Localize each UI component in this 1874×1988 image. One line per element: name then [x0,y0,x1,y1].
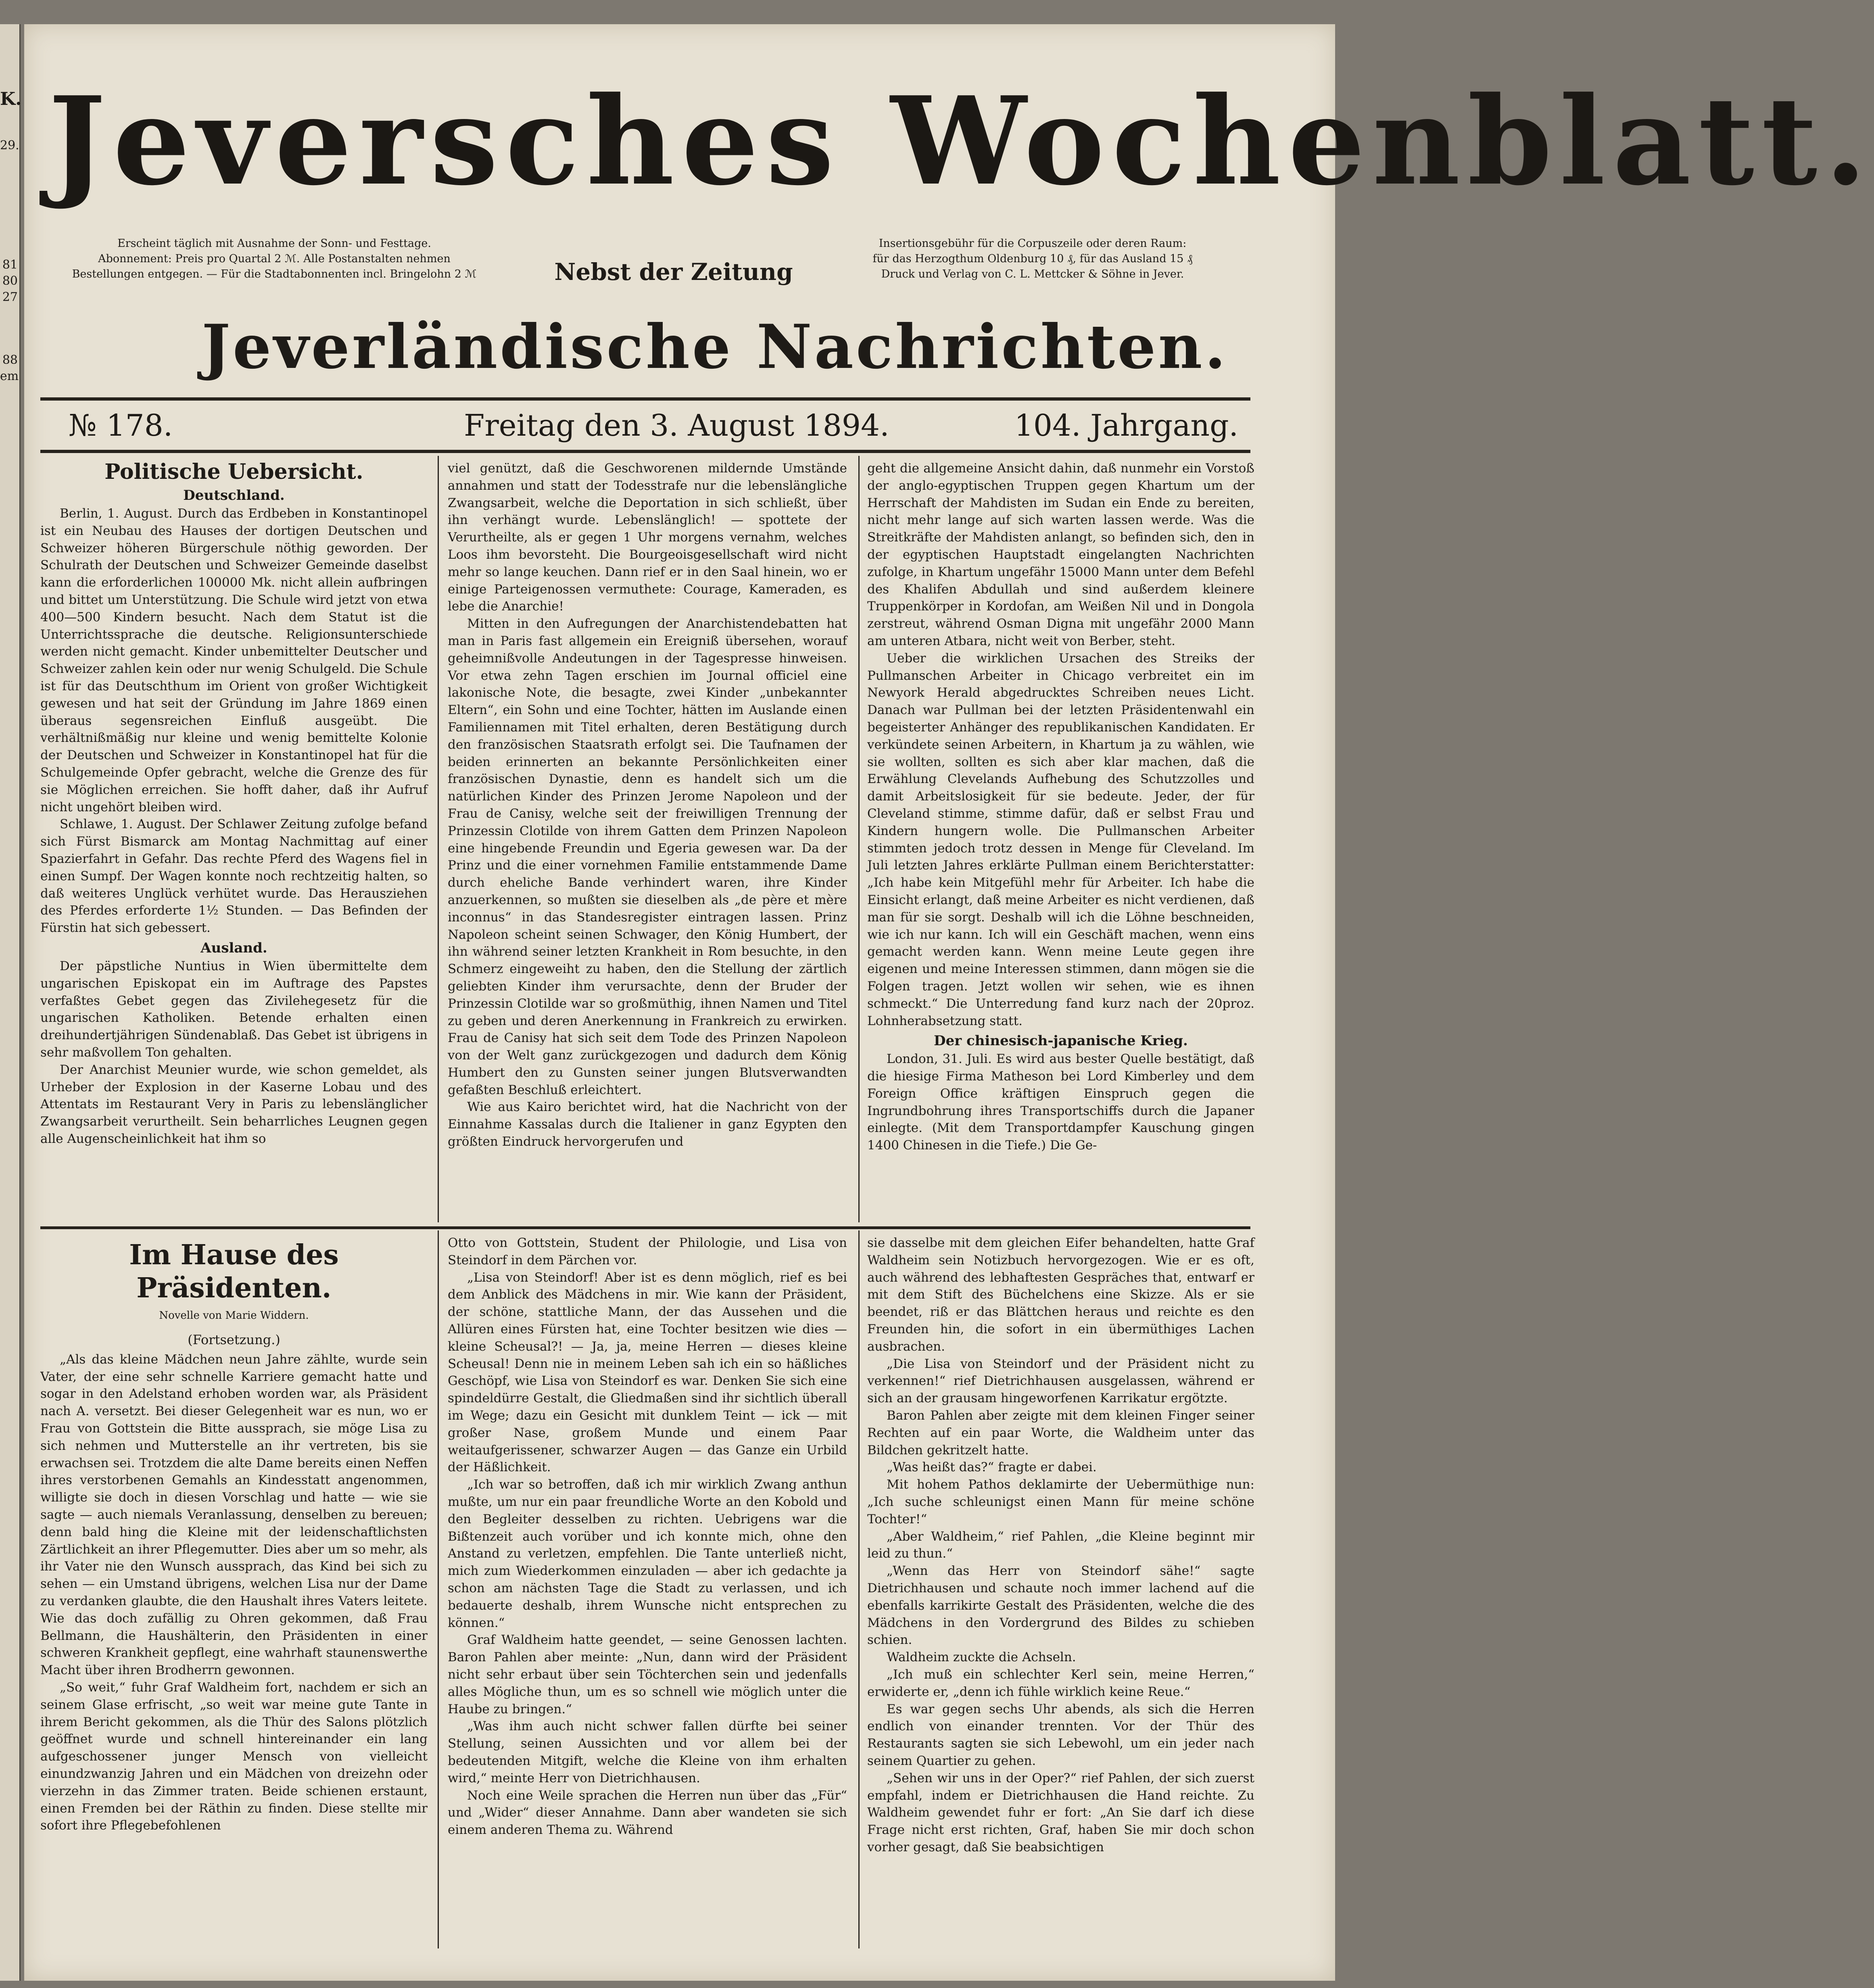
novel-paragraph: „Was heißt das?“ fragte er dabei. [887,1460,1097,1475]
article-paragraph: Berlin, 1. August. Durch das Erdbeben in Konstantinopel ist ein Neubau des Hauses der dortigen Deutschen und Schweizer höheren Bürgerschule nöthig geworden. Der Schulrath der Deutschen und Schweizer Gemeinde daselbst kann die erforderlichen 100000 Mk. nicht allein aufbringen und bittet um Unterstützung. Die Schule wird jetzt von etwa 400—500 Kindern besucht. Nach dem Statut ist die Unterrichtssprache die deutsche. Religionsunterschiede werden nicht gemacht. Kinder unbemittelter Deutscher und Schweizer zahlen kein oder nur wenig Schulgeld. Die Schule ist für das Deutschthum im Orient von großer Wichtigkeit gewesen und hat seit der Gründung im Jahre 1869 einen überaus segensreichen Einfluß ausgeübt. Die verhältnißmäßig nur kleine und wenig bemittelte Kolonie der Deutschen und Schweizer in Konstantinopel hat für die Schulgemeinde Opfer gebracht, welche die Grenze des für sie Möglichen erreichen. Sie hofft daher, daß ihr Aufruf nicht ungehört bleiben wird. [40,506,428,814]
section-heading: Politische Uebersicht. [104,459,363,484]
column-divider [858,456,860,1222]
novel-paragraph: Noch eine Weile sprachen die Herren nun über das „Für“ und „Wider“ dieser Annahme. Dann aber wandeten sie sich einem anderen Thema zu. Während [448,1788,847,1838]
masthead-title: Jeversches Wochenblatt. [48,70,1874,212]
edge-fragment: K. [0,89,22,109]
edge-fragment: 81 [2,257,18,272]
publication-info-left [67,236,482,282]
article-paragraph: Der päpstliche Nuntius in Wien übermittelte dem ungarischen Episkopat ein im Auftrage des Papstes verfaßtes Gebet gegen das Zivilehegesetz für die ungarischen Katholiken. Betende erhalten einen dreihundertjährigen Sündenablaß. Das Gebet ist übrigens in sehr maßvollem Ton gehalten. [40,958,428,1060]
edge-fragment: 88 [2,353,18,367]
subsection-heading: Deutschland. [183,487,285,503]
issue-date: Freitag den 3. August 1894. [464,408,889,443]
novel-paragraph: „Wenn das Herr von Steindorf sähe!“ sagte Dietrichhausen und schaute noch immer lachend auf die ebenfalls karrikirte Gestalt des Präsidenten, welche die des Mädchens in den Vordergrund des Bildes zu schieben schien. [867,1564,1254,1648]
novel-paragraph: „Die Lisa von Steindorf und der Präsident nicht zu verkennen!“ rief Dietrichhausen ausgelassen, während er sich an der grausam hingeworfenen Karrikatur ergötzte. [867,1356,1254,1406]
column-divider [858,1230,860,1948]
novel-paragraph: Waldheim zuckte die Achseln. [887,1650,1076,1665]
novel-paragraph: „So weit,“ fuhr Graf Waldheim fort, nachdem er sich an seinem Glase erfrischt, „so weit war meine gute Tante in ihrem Bericht gekommen, als die Thür des Salons plötzlich geöffnet wurde und schnell hintereinander ein lang aufgeschossener junger Mensch von vielleicht einundzwanzig Jahren und ein Mädchen von dreizehn oder vierzehn in das Zimmer traten. Beide schienen erstaunt, einen Fremden bei der Räthin zu finden. Diese stellte mir sofort ihre Pflegebefohlenen [40,1680,428,1833]
info-line: Abonnement: Preis pro Quartal 2 ℳ. Alle Postanstalten nehmen [98,253,451,265]
article-paragraph: Der Anarchist Meunier wurde, wie schon gemeldet, als Urheber der Explosion in der Kaserne Lobau und des Attentats im Restaurant Very in Paris zu lebenslänglicher Zwangsarbeit verurtheilt. Sein beharrliches Leugnen gegen alle Augenscheinlichkeit hat ihm so [40,1062,428,1146]
novel-paragraph: „Ich muß ein schlechter Kerl sein, meine Herren,“ erwiderte er, „denn ich fühle wirklich keine Reue.“ [867,1667,1254,1699]
issue-number: № 178. [69,408,173,443]
publication-info-right [831,236,1234,282]
continuation-note: (Fortsetzung.) [188,1332,280,1347]
novel-paragraph: „Was ihm auch nicht schwer fallen dürfte bei seiner Stellung, seinen Aussichten und vor allem bei der bedeutenden Mitgift, welche die Kleine von ihm erhalten wird,“ meinte Herr von Dietrichhausen. [448,1719,847,1785]
novel-paragraph: Graf Waldheim hatte geendet, — seine Genossen lachten. Baron Pahlen aber meinte: „Nun, dann wird der Präsident nicht sehr erbaut über sein Töchterchen sein und jedenfalls alles Mögliche thun, um es so schnell wie möglich unter die Haube zu bringen.“ [448,1633,847,1717]
novel-paragraph: „Ich war so betroffen, daß ich mir wirklich Zwang anthun mußte, um nur ein paar freundliche Worte an den Kobold und den Begleiter desselben zu richten. Uebrigens war die Bißtenzeit auch vorüber und ich konnte mich, ohne den Anstand zu verletzen, empfehlen. Die Tante unterließ nicht, mich zum Wiederkommen einzuladen — aber ich gedachte ja schon am nächsten Tage die Stadt zu verlassen, und ich bedauerte deshalb, ihrem Wunsche nicht entsprechen zu können.“ [448,1477,847,1630]
feuilleton-rule [40,1226,1250,1229]
column-middle [448,460,847,1218]
novel-paragraph: Es war gegen sechs Uhr abends, als sich die Herren endlich von einander trennten. Vor der Thür des Restaurants sagten sie sich Lebewohl, um ein jeder nach seinem Quartier zu gehen. [867,1702,1254,1768]
article-paragraph: geht die allgemeine Ansicht dahin, daß nunmehr ein Vorstoß der anglo-egyptischen Truppen gegen Khartum um der Herrschaft der Mahdisten im Sudan ein Ende zu bereiten, nicht mehr lange auf sich warten lassen werde. Was die Streitkräfte der Mahdisten anlangt, so befinden sich, den in der egyptischen Hauptstadt eingelangten Nachrichten zufolge, in Khartum ungefähr 15000 Mann unter dem Befehl des Khalifen Abdullah und sind außerdem kleinere Truppenkörper in Kordofan, am Weißen Nil und in Dongola zerstreut, während Osman Digna mit ungefähr 2000 Mann am unteren Atbara, nicht weit von Berber, steht. [867,461,1254,648]
article-paragraph: Schlawe, 1. August. Der Schlawer Zeitung zufolge befand sich Fürst Bismarck am Montag Nachmittag auf einer Spazierfahrt in Gefahr. Das rechte Pferd des Wagens fiel in einen Sumpf. Der Wagen konnte noch rechtzeitig halten, so daß weiteres Unglück verhütet wurde. Das Herausziehen des Pferdes erforderte 1½ Stunden. — Das Befinden der Fürstin hat sich gebessert. [40,817,428,936]
novel-column-2 [448,1234,847,1944]
edge-fragment: 29. [0,138,19,152]
novel-paragraph: Baron Pahlen aber zeigte mit dem kleinen Finger seiner Rechten auf ein paar Worte, die Waldheim unter das Bildchen gekritzelt hatte. [867,1408,1254,1458]
subsection-heading: Der chinesisch-japanische Krieg. [934,1033,1188,1049]
info-line: Erscheint täglich mit Ausnahme der Sonn- und Festtage. [117,237,431,250]
masthead-subtitle: Jeverländische Nachrichten. [202,311,1228,382]
column-divider [438,1230,439,1948]
edge-fragment: 80 [2,274,18,288]
rule-bottom [40,450,1250,453]
info-line: Druck und Verlag von C. L. Mettcker & Söhne in Jever. [881,268,1184,280]
novel-paragraph: „Aber Waldheim,“ rief Pahlen, „die Kleine beginnt mir leid zu thun.“ [867,1529,1254,1561]
dateline [69,405,1238,446]
column-divider [438,456,439,1222]
novel-byline: Novelle von Marie Widdern. [159,1309,309,1322]
rule-top [40,397,1250,401]
subsection-heading: Ausland. [200,940,267,956]
article-paragraph: Wie aus Kairo berichtet wird, hat die Nachricht von der Einnahme Kassalas durch die Italiener in ganz Egypten den größten Eindruck hervorgerufen und [448,1100,847,1149]
novel-paragraph: „Lisa von Steindorf! Aber ist es denn möglich, rief es bei dem Anblick des Mädchens in mir. Wie kann der Präsident, der schöne, stattliche Mann, der das Aussehen und die Allüren eines Fürsten hat, eine Tochter besitzen wie dies — kleine Scheusal?! — Ja, ja, meine Herren — dieses kleine Scheusal! Denn nie in meinem Leben sah ich ein so häßliches Geschöpf, wie Lisa von Steindorf es war. Denken Sie sich eine spindeldürre Gestalt, die Gliedmaßen sind ihr sichtlich überall im Wege; dazu ein Gesicht mit dunklem Teint — ick — mit großer Nase, großem Munde und einem Paar weitaufgerissener, schwarzer Augen — das Ganze ein Urbild der Häßlichkeit. [448,1270,847,1475]
novel-paragraph: „Als das kleine Mädchen neun Jahre zählte, wurde sein Vater, der eine sehr schnelle Karriere gemacht hatte und sogar in den Adelstand erhoben worden war, als Präsident nach A. versetzt. Bei dieser Gelegenheit war es nun, wo er Frau von Gottstein die Bitte aussprach, sie möge Lisa zu sich nehmen und Mutterstelle an ihr vertreten, bis sie erwachsen sei. Trotzdem die alte Dame bereits einen Neffen ihres verstorbenen Gemahls an Kindesstatt angenommen, willigte sie doch in diesen Vorschlag und hatte — wie sie sagte — auch niemals Veranlassung, denselben zu bereuen; denn bald hing die Kleine mit der leidenschaftlichsten Zärtlichkeit an ihrer Pflegemutter. Dies aber um so mehr, als ihr Vater nie den Wunsch aussprach, das Kind bei sich zu sehen — ein Umstand übrigens, welchen Lisa nur der Dame zu verdanken glaubte, die den Haushalt ihres Vaters leitete. Wie das doch zufällig zu Ohren gekommen, daß Frau Bellmann, die Haushälterin, den Präsidenten in einer schweren Krankheit gepflegt, eine wahrhaft staunenswerthe Macht über ihren Brodherrn gewonnen. [40,1352,428,1678]
column-politics [40,460,428,1218]
novel-column-1 [40,1234,428,1944]
article-paragraph: London, 31. Juli. Es wird aus bester Quelle bestätigt, daß die hiesige Firma Matheson bei Lord Kimberley und dem Foreign Office kräftigen Einspruch gegen die Ingrundbohrung ihres Transportschiffs durch die Japaner einlegte. (Mit dem Transportdampfer Kauschung gingen 1400 Chinesen in die Tiefe.) Die Ge- [867,1052,1254,1153]
info-line: für das Herzogthum Oldenburg 10 ₰, für das Ausland 15 ₰ [872,253,1193,265]
article-paragraph: viel genützt, daß die Geschworenen mildernde Umstände annahmen und statt der Todesstrafe nur die lebenslängliche Zwangsarbeit, welche die Deportation in sich schließt, über ihn verhängt wurde. Lebenslänglich! — spottete der Verurtheilte, als er gegen 1 Uhr morgens vernahm, welches Loos ihm bevorsteht. Die Bourgeoisgesellschaft wird nicht mehr so lange keuchen. Dann rief er in den Saal hinein, wo er einige Parteigenossen vermuthete: Courage, Kameraden, es lebe die Anarchie! [448,461,847,614]
novel-paragraph: sie dasselbe mit dem gleichen Eifer behandelten, hatte Graf Waldheim sein Notizbuch hervorgezogen. Wie er es oft, auch während des lebhaftesten Gespräches that, entwarf er mit dem Stift des Büchelchens eine Skizze. Als er sie beendet, riß er das Blättchen heraus und reichte es den Freunden hin, die sofort in ein übermüthiges Lachen ausbrachen. [867,1236,1254,1354]
column-right [867,460,1254,1218]
novel-paragraph: „Sehen wir uns in der Oper?“ rief Pahlen, der sich zuerst empfahl, indem er Dietrichhausen die Hand reichte. Zu Waldheim gewendet fuhr er fort: „An Sie darf ich diese Frage nicht erst richten, Graf, haben Sie mir doch schon vorher gesagt, daß Sie beabsichtigen [867,1771,1254,1854]
novel-paragraph: Mit hohem Pathos deklamirte der Uebermüthige nun: „Ich suche schleunigst einen Mann für meine schöne Tochter!“ [867,1477,1254,1526]
article-paragraph: Mitten in den Aufregungen der Anarchistendebatten hat man in Paris fast allgemein ein Ereigniß übersehen, worauf geheimnißvolle Andeutungen in der Tagespresse hinweisen. Vor etwa zehn Tagen erschien im Journal officiel eine lakonische Note, die besagte, zwei Kinder „unbekannter Eltern“, ein Sohn und eine Tochter, hätten im Auslande einen Familiennamen mit Titel erhalten, deren Bestätigung durch den französischen Staatsrath erfolgt sei. Die Taufnamen der beiden erinnerten an bekannte Persönlichkeiten einer französischen Dynastie, denn es handelt sich um die natürlichen Kinder des Prinzen Jerome Napoleon und der Frau de Canisy, welche seit der freiwilligen Trennung der Prinzessin Clotilde von ihrem Gatten dem Prinzen Napoleon eine hingebende Freundin und Egeria gewesen war. Da der Prinz und die einer vornehmen Familie entstammende Dame durch eheliche Bande verhindert waren, ihre Kinder anzuerkennen, so mußten sie dieselben als „de père et mère inconnus“ in das Standesregister eintragen lassen. Prinz Napoleon scheint seinen Schwager, den König Humbert, der ihn während seiner letzten Krankheit in Rom besuchte, in den Schmerz eingeweiht zu haben, den die Stellung der zärtlich geliebten Kinder ihm verursachte, denn der Bruder der Prinzessin Clotilde war so großmüthig, ihnen Namen und Titel zu geben und deren Anerkennung in Frankreich zu erwirken. Frau de Canisy hat sich seit dem Tode des Prinzen Napoleon von der Welt ganz zurückgezogen und dadurch dem König Humbert den zu Gunsten seiner jungen Blutsverwandten gefaßten Beschluß erleichtert. [448,616,847,1097]
info-line: Insertionsgebühr für die Corpuszeile oder deren Raum: [879,237,1187,250]
novel-column-3 [867,1234,1254,1944]
info-line: Bestellungen entgegen. — Für die Stadtabonnenten incl. Bringelohn 2 ℳ [72,268,477,280]
novel-paragraph: Otto von Gottstein, Student der Philologie, und Lisa von Steindorf in dem Pärchen vor. [448,1236,847,1268]
previous-page-edge [0,24,21,1981]
supplement-note: Nebst der Zeitung [554,258,793,286]
volume-year: 104. Jahrgang. [1014,408,1238,443]
edge-fragment: em [0,369,19,383]
article-paragraph: Ueber die wirklichen Ursachen des Streiks der Pullmanschen Arbeiter in Chicago verbreitet ein im Newyork Herald abgedrucktes Schreiben neues Licht. Danach war Pullman bei der letzten Präsidentenwahl ein begeisterter Anhänger des republikanischen Kandidaten. Er verkündete seinen Arbeitern, in Khartum ja zu wählen, wie sie wollten, sollten es sich aber klar machen, daß die Erwählung Clevelands Aufhebung des Schutzzolles und damit Arbeitslosigkeit für sie bedeute. Jeder, der für Cleveland stimme, stimme dafür, daß er selbst Frau und Kindern hungern wolle. Die Pullmanschen Arbeiter stimmten jedoch trotz dessen in Menge für Cleveland. Im Juli letzten Jahres erklärte Pullman einem Berichterstatter: „Ich habe kein Mitgefühl mehr für Arbeiter. Ich habe die Einsicht erlangt, daß meine Arbeiter es nicht verdienen, daß man für sie sorgt. Deshalb will ich die Löhne beschneiden, wie ich nur kann. Ich will ein Geschäft machen, wenn eins gemacht werden kann. Wenn meine Leute gegen ihre eigenen und meine Interessen stimmen, dann mögen sie die Folgen tragen. Jetzt wollen wir sehen, wie es ihnen schmeckt.“ Die Unterredung fand kurz nach der 20proz. Lohnherabsetzung statt. [867,651,1254,1028]
novel-title: Im Hause des Präsidenten. [129,1239,339,1304]
edge-fragment: 27 [2,290,18,304]
